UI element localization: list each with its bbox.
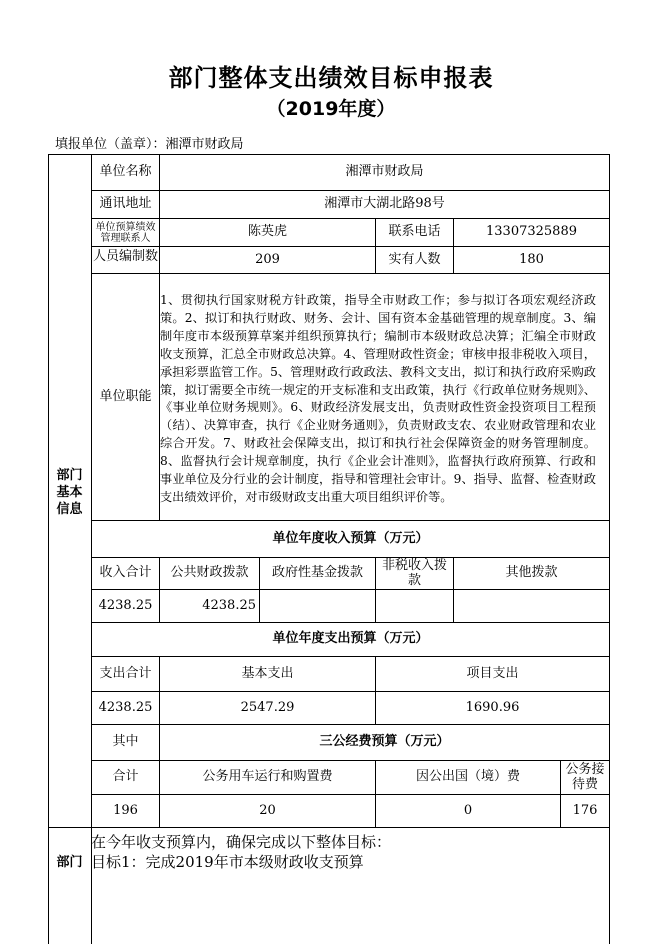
- fill-unit: 填报单位（盖章）：湘潭市财政局: [55, 137, 244, 152]
- income-col-nontax: 非税收入拨款: [381, 557, 447, 588]
- expense-col-total: 支出合计: [99, 665, 152, 681]
- income-col-fund: 政府性基金拨款: [271, 565, 363, 581]
- tp-col-abroad: 因公出国（境）费: [415, 769, 520, 785]
- phone-value: 13307325889: [486, 224, 577, 240]
- address-value: 湘潭市大湖北路98号: [324, 196, 445, 212]
- expense-col-project: 项目支出: [466, 665, 519, 681]
- income-col-public: 公共财政拨款: [170, 565, 249, 581]
- contact-value: 陈英虎: [247, 224, 287, 240]
- goals-intro: 在今年收支预算内，确保完成以下整体目标：: [91, 833, 392, 851]
- income-val-public: 4238.25: [202, 597, 256, 613]
- tp-val-car: 20: [259, 802, 276, 818]
- address-label: 通讯地址: [99, 196, 152, 212]
- income-col-total: 收入合计: [99, 565, 152, 581]
- goals-text: [91, 832, 608, 872]
- staff-actual-value: 180: [519, 251, 544, 267]
- staff-quota-value: 209: [255, 251, 280, 267]
- income-val-total: 4238.25: [98, 597, 153, 613]
- page-subtitle: （2019年度）: [266, 98, 396, 120]
- income-val-other: [454, 590, 609, 622]
- expense-col-basic: 基本支出: [241, 665, 294, 681]
- expense-val-project: 1690.96: [465, 699, 520, 715]
- tp-val-reception: 176: [572, 802, 598, 818]
- phone-label: 联系电话: [388, 224, 441, 240]
- duties-label: 单位职能: [99, 388, 152, 404]
- basic-info-label: 部门 基本 信息: [56, 468, 83, 517]
- goals-section-label: 部门: [56, 855, 83, 870]
- three-public-header: 三公经费预算（万元）: [319, 734, 450, 750]
- goals-line-1: 目标1：完成2019年市本级财政收支预算: [91, 853, 364, 871]
- page-title: 部门整体支出绩效目标申报表: [168, 64, 494, 92]
- duties-text: 1、贯彻执行国家财税方针政策，指导全市财政工作；参与拟订各项宏观经济政策。2、拟订和执行财政、财务、会计、国有资本金基础管理的规章制度。3、编制年度市本级预算草案并组织预算执行；编制市本级财政总决算；汇编全市财政收支预算，汇总全市财政总决算。4、管理财政性资金；审核申报非税收入项目，承担彩票监管工作。5、管理财政行政政法、教科文支出，拟订和执行政府采购政策，拟订需要全市统一规定的开支标准和支出政策，执行《行政单位财务规则》、《事业单位财务规则》。6、财政经济发展支出，负责财政性资金投资项目工程预（结）、决算审查，执行《企业财务通则》，负责财政支农、农业财政管理和农业综合开发。7、财政社会保障支出，拟订和执行社会保障资金的财务管理制度。8、监督执行会计规章制度，执行《企业会计准则》，监督执行政府预算、行政和事业单位及分行业的会计制度，指导和管理社会审计。9、指导、监督、检查财政支出绩效评价，对市级财政支出重大项目组织评价等。: [160, 293, 596, 504]
- tp-col-total: 合计: [112, 769, 139, 785]
- tp-val-total: 196: [113, 802, 138, 818]
- staff-quota-label: 人员编制数: [92, 249, 158, 264]
- expense-val-basic: 2547.29: [240, 699, 295, 715]
- income-col-other: 其他拨款: [505, 565, 558, 581]
- unit-name-value: 湘潭市财政局: [345, 164, 424, 180]
- tp-val-abroad: 0: [463, 802, 473, 818]
- tp-col-reception: 公务接待费: [565, 761, 605, 792]
- contact-label: 单位预算绩效管理联系人: [95, 221, 156, 244]
- tp-col-car: 公务用车运行和购置费: [202, 769, 333, 785]
- form-table: [48, 154, 610, 944]
- expense-header: 单位年度支出预算（万元）: [272, 631, 429, 647]
- expense-val-total: 4238.25: [98, 699, 153, 715]
- among-label: 其中: [112, 734, 139, 750]
- income-val-fund: [260, 590, 375, 622]
- unit-name-label: 单位名称: [99, 164, 152, 180]
- income-val-nontax: [376, 590, 453, 622]
- income-header: 单位年度收入预算（万元）: [272, 530, 429, 546]
- staff-actual-label: 实有人数: [388, 251, 441, 267]
